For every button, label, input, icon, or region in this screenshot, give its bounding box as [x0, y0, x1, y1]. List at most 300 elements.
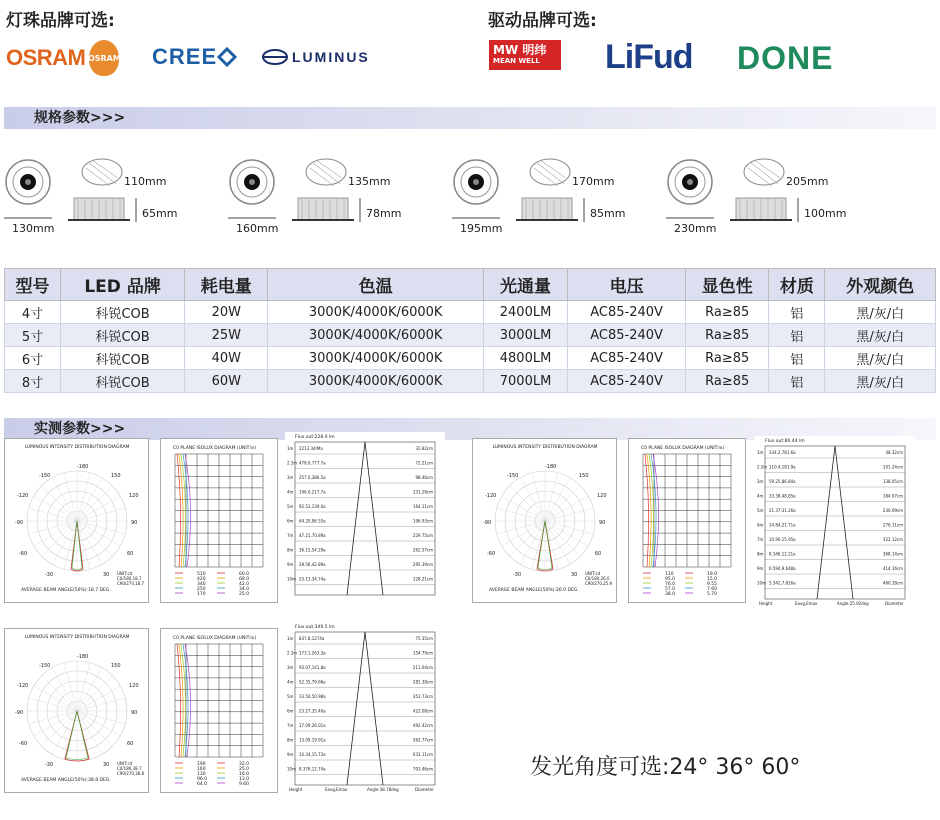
- column-header: 外观颜色: [825, 269, 936, 301]
- cone-height-label: 6m: [757, 522, 764, 528]
- cone-height-label: 2.2m: [757, 464, 768, 470]
- spec-section-title: 规格参数>>>: [4, 107, 936, 129]
- cone-illuminance-value: 23.27,35.40a: [299, 708, 326, 714]
- cone-illuminance-value: 8.346,12.21a: [769, 551, 796, 557]
- cutout-hatch: [86, 160, 118, 186]
- table-cell: Ra≥85: [686, 370, 769, 393]
- cone-diameter-value: 48.32cm: [885, 450, 903, 455]
- cone-illuminance-value: 64.20,96.55a: [299, 518, 326, 524]
- table-cell: Ra≥85: [686, 301, 769, 324]
- cone-height-label: 8m: [757, 551, 764, 557]
- column-header: 耗电量: [185, 269, 268, 301]
- isolux-legend-value: 25.0: [239, 592, 250, 597]
- table-cell: 科锐COB: [61, 370, 185, 393]
- fixture-drawing: [452, 150, 672, 250]
- polar-legend-entry: C90/270,25.9: [585, 581, 613, 586]
- cone-illuminance-value: 110.4,181.9a: [769, 464, 796, 470]
- polar-angle-label: 150: [111, 663, 121, 669]
- cone-diameter-value: 131.28cm: [412, 489, 433, 495]
- illuminance-cone: [755, 436, 915, 606]
- polar-spoke: [77, 686, 120, 711]
- table-cell: 科锐COB: [61, 347, 185, 370]
- polar-spoke: [502, 496, 545, 521]
- cone-illuminance-value: 14.84,21.71a: [769, 522, 796, 528]
- cone-height-label: 3m: [287, 665, 294, 670]
- polar-angle-label: -30: [45, 572, 54, 578]
- polar-angle-label: 60: [127, 741, 134, 747]
- polar-footer: AVERAGE BEAM ANGLE(50%):18.7 DEG.: [21, 588, 111, 593]
- polar-spoke: [520, 478, 545, 521]
- polar-angle-label: 90: [131, 710, 138, 716]
- table-cell: 6寸: [5, 347, 61, 370]
- fixture-height-label: 65mm: [142, 207, 178, 220]
- polar-legend-entry: UNIT:cd: [117, 761, 133, 766]
- cone-diameter-value: 328.21cm: [412, 576, 433, 582]
- table-body: [5, 301, 936, 393]
- column-header: 型号: [5, 269, 61, 301]
- table-cell: Ra≥85: [686, 324, 769, 347]
- fixture-drawing: [228, 150, 448, 250]
- spec-table: [4, 268, 936, 393]
- table-cell: 2400LM: [483, 301, 567, 324]
- cone-diameter-value: 460.18cm: [882, 580, 903, 586]
- cone-illuminance-value: 257.0,386.5a: [299, 475, 326, 480]
- cone-illuminance-value: 17.09,26.01a: [299, 723, 326, 728]
- polar-spoke: [42, 676, 77, 711]
- isolux-legend-value: 250: [197, 587, 206, 592]
- table-cell: 3000K/4000K/6000K: [268, 370, 484, 393]
- polar-spoke: [502, 521, 545, 546]
- isolux-legend-value: 68.0: [239, 577, 250, 582]
- polar-angle-label: 30: [103, 572, 110, 578]
- test-section-title: 实测参数>>>: [4, 418, 936, 440]
- polar-spoke: [34, 711, 77, 736]
- cone-height-label: 8m: [287, 547, 294, 553]
- polar-legend-entry: UNIT:cd: [117, 571, 133, 576]
- cone-height-label: 5m: [287, 694, 294, 699]
- cone-height-label: 6m: [287, 708, 294, 714]
- cone-diameter-value: 276.11cm: [882, 522, 903, 528]
- cone-illuminance-value: 2213.34/Ma: [299, 446, 323, 451]
- polar-spoke: [42, 521, 77, 556]
- isolux-legend-value: 64.0: [197, 782, 208, 787]
- table-cell: 科锐COB: [61, 324, 185, 347]
- cone-title: Flux out:228.0 lm: [295, 435, 335, 440]
- cone-diameter-value: 351.73cm: [412, 694, 433, 699]
- meanwell-cn: 明纬: [522, 43, 547, 57]
- fixture-cutout-label: 135mm: [348, 175, 391, 188]
- isolux-legend-value: 13.0: [239, 777, 250, 782]
- table-row: [5, 347, 936, 370]
- polar-angle-label: -30: [513, 572, 522, 578]
- fixture-width-label: 160mm: [236, 222, 279, 235]
- table-cell: 4寸: [5, 301, 61, 324]
- polar-angle-label: -90: [15, 520, 24, 526]
- polar-spoke: [34, 686, 77, 711]
- fixture-width-label: 130mm: [12, 222, 55, 235]
- cone-diameter-value: 196.93cm: [412, 518, 433, 524]
- isolux-legend-value: 25.0: [239, 767, 250, 772]
- cone-height-label: 7m: [287, 723, 294, 728]
- polar-footer: AVERAGE BEAM ANGLE(50%):26.0 DEG.: [489, 588, 579, 593]
- polar-angle-label: -120: [17, 493, 29, 499]
- polar-footer: AVERAGE BEAM ANGLE(50%):38.8 DEG.: [21, 778, 111, 783]
- column-header: LED 品牌: [61, 269, 185, 301]
- isolux-legend-value: 76.0: [665, 582, 676, 587]
- cone-illuminance-value: 478.0,777.7a: [299, 460, 326, 466]
- meanwell-logo: [489, 40, 561, 70]
- luminus-logo: [262, 48, 370, 66]
- polar-spoke: [545, 496, 588, 521]
- cone-diameter-value: 184.07cm: [882, 493, 903, 499]
- polar-diagram: [4, 628, 149, 793]
- cone-illuminance-value: 334.2,781.6a: [769, 450, 796, 455]
- isolux-legend-value: 16.0: [239, 772, 250, 777]
- fixture-drawing: [4, 150, 224, 250]
- cone-footer-label: Diameter: [885, 601, 904, 606]
- cone-diameter-value: 211.04cm: [412, 665, 433, 670]
- cone-height-label: 9m: [287, 562, 294, 567]
- cone-footer-label: Eavg,Emax: [325, 787, 348, 792]
- isolux-title: C0 PLANE ISOLUX DIAGRAM (UNIT:lx): [173, 636, 257, 641]
- polar-angle-label: 90: [599, 520, 606, 526]
- polar-angle-label: 60: [595, 551, 602, 557]
- polar-angle-label: 120: [597, 493, 607, 499]
- cone-diameter-value: 281.38cm: [412, 679, 433, 685]
- polar-angle-label: 150: [111, 473, 121, 479]
- cone-diameter-value: 72.21cm: [415, 460, 433, 466]
- table-row: [5, 370, 936, 393]
- isolux-title: C0 PLANE ISOLUX DIAGRAM (UNIT:lx): [641, 446, 725, 451]
- cone-diameter-value: 633.11cm: [412, 752, 433, 757]
- polar-spoke: [77, 478, 102, 521]
- isolux-legend-value: 95.0: [665, 577, 676, 582]
- done-logo: DONE: [737, 40, 834, 76]
- cone-diameter-value: 422.08cm: [412, 708, 433, 714]
- polar-angle-label: 30: [571, 572, 578, 578]
- cone-height-label: 1m: [757, 450, 764, 455]
- polar-angle-label: 30: [103, 762, 110, 768]
- driver-brands-label: 驱动品牌可选:: [488, 11, 597, 31]
- isolux-legend-value: 96.0: [197, 777, 208, 782]
- fixture-cutout-label: 110mm: [124, 175, 167, 188]
- polar-spoke: [77, 521, 112, 556]
- table-cell: Ra≥85: [686, 347, 769, 370]
- cone-illuminance-value: 6.594,9.648a: [769, 566, 796, 571]
- polar-angle-label: -90: [15, 710, 24, 716]
- osram-logo: [6, 40, 119, 76]
- cone-height-label: 4m: [287, 489, 294, 495]
- table-cell: AC85-240V: [568, 370, 686, 393]
- column-header: 材质: [769, 269, 825, 301]
- osram-bulb-icon: OSRAM: [89, 40, 119, 76]
- cone-diameter-value: 101.24cm: [882, 464, 903, 470]
- cone-height-label: 6m: [287, 518, 294, 524]
- polar-angle-label: -150: [39, 663, 51, 669]
- polar-angle-label: -120: [485, 493, 497, 499]
- cutout-outline: [744, 159, 784, 185]
- isolux-diagram: [160, 628, 278, 793]
- isolux-legend-value: 510: [197, 572, 206, 577]
- isolux-legend-value: 38.0: [665, 592, 676, 597]
- cone-footer-label: Angle:38.78deg: [367, 787, 399, 792]
- cone-diameter-value: 262.57cm: [412, 547, 433, 553]
- cone-height-label: 7m: [287, 533, 294, 538]
- table-cell: 黑/灰/白: [825, 301, 936, 324]
- cone-diameter-value: 164.11cm: [412, 504, 433, 509]
- cone-diameter-value: 75.35cm: [415, 636, 433, 641]
- isolux-diagram: [160, 438, 278, 603]
- isolux-legend-value: 60.0: [239, 572, 250, 577]
- table-header-row: [5, 269, 936, 301]
- isolux-legend-value: 190: [197, 762, 206, 767]
- cone-illuminance-value: 93.07,141.8a: [299, 665, 326, 670]
- polar-spoke: [52, 668, 77, 711]
- polar-legend-entry: UNIT:cd: [585, 571, 601, 576]
- cone-illuminance-value: 59.25,86.84a: [769, 479, 796, 484]
- isolux-legend-value: 420: [197, 577, 206, 582]
- fixture-front-cob: [25, 179, 31, 185]
- polar-spoke: [77, 496, 120, 521]
- table-cell: 铝: [769, 301, 825, 324]
- cone-title: Flux out:349.5 lm: [295, 625, 335, 630]
- table-cell: 铝: [769, 324, 825, 347]
- cone-illuminance-value: 146.0,217.7a: [299, 489, 326, 495]
- polar-spoke: [510, 486, 545, 521]
- isolux-legend-value: 340: [197, 582, 206, 587]
- cone-diameter-value: 154.79cm: [412, 650, 433, 656]
- meanwell-sub: MEAN WELL: [493, 57, 540, 65]
- fixture-front-cob: [473, 179, 479, 185]
- table-cell: 黑/灰/白: [825, 347, 936, 370]
- polar-spoke: [77, 668, 102, 711]
- cutout-hatch: [310, 160, 342, 186]
- cone-illuminance-value: 28.56,42.89a: [299, 562, 326, 567]
- polar-spoke: [34, 496, 77, 521]
- cone-diameter-value: 414.16cm: [882, 566, 903, 571]
- cone-title: Flux out:80.44 lm: [765, 439, 805, 444]
- table-cell: 3000K/4000K/6000K: [268, 301, 484, 324]
- polar-spoke: [77, 711, 112, 746]
- cutout-outline: [530, 159, 570, 185]
- cree-logo: [152, 44, 237, 70]
- table-cell: 铝: [769, 370, 825, 393]
- isolux-legend-value: 19.0: [707, 572, 718, 577]
- cone-diameter-value: 138.05cm: [882, 479, 903, 484]
- cone-height-label: 4m: [287, 679, 294, 685]
- table-cell: 黑/灰/白: [825, 324, 936, 347]
- cree-diamond-icon: [217, 47, 237, 67]
- cone-height-label: 2.2m: [287, 460, 298, 466]
- polar-diagram-title: LUMINOUS INTENSITY DISTRIBUTION DIAGRAM: [492, 445, 598, 450]
- fixture-drawing: [666, 150, 886, 250]
- table-cell: 铝: [769, 347, 825, 370]
- isolux-legend-value: 170: [197, 592, 206, 597]
- cone-illuminance-value: 33.38,48.85a: [769, 493, 796, 499]
- isolux-title: C0 PLANE ISOLUX DIAGRAM (UNIT:lx): [173, 446, 257, 451]
- polar-legend-entry: C0/180,38.7: [117, 766, 142, 771]
- table-cell: 3000K/4000K/6000K: [268, 324, 484, 347]
- isolux-legend-value: 7.60: [707, 587, 718, 592]
- polar-spoke: [77, 711, 120, 736]
- table-cell: 8寸: [5, 370, 61, 393]
- cone-footer-label: Eavg,Emax: [795, 601, 818, 606]
- polar-spoke: [77, 486, 112, 521]
- polar-spoke: [34, 521, 77, 546]
- cone-footer-label: Angle:25.92deg: [837, 601, 869, 606]
- polar-angle-label: -60: [19, 551, 28, 557]
- cree-wordmark: CREE: [152, 44, 218, 69]
- isolux-legend-value: 42.0: [239, 582, 250, 587]
- fixture-height-label: 100mm: [804, 207, 847, 220]
- table-cell: AC85-240V: [568, 347, 686, 370]
- table-cell: 7000LM: [483, 370, 567, 393]
- cone-footer-label: Diameter: [415, 787, 434, 792]
- isolux-diagram: [628, 438, 746, 603]
- cone-illuminance-value: 21.37,31.26a: [769, 508, 796, 513]
- cone-height-label: 10m: [287, 766, 296, 772]
- polar-diagram-title: LUMINOUS INTENSITY DISTRIBUTION DIAGRAM: [24, 445, 130, 450]
- cone-illuminance-value: 23.13,34.74a: [299, 576, 326, 582]
- column-header: 光通量: [483, 269, 567, 301]
- lifud-logo: LiFud: [605, 38, 693, 76]
- polar-diagram-title: LUMINOUS INTENSITY DISTRIBUTION DIAGRAM: [24, 635, 130, 640]
- cone-illuminance-value: 10.34,15.73a: [299, 752, 326, 757]
- cone-diameter-value: 703.46cm: [412, 766, 433, 772]
- fixture-height-label: 78mm: [366, 207, 402, 220]
- polar-spoke: [545, 486, 580, 521]
- osram-wordmark: OSRAM: [6, 45, 86, 70]
- polar-spoke: [52, 478, 77, 521]
- polar-angle-label: 120: [129, 683, 139, 689]
- polar-spoke: [42, 711, 77, 746]
- cone-diameter-value: 295.39cm: [412, 562, 433, 567]
- luminus-wordmark: LUMINUS: [292, 49, 370, 65]
- fixture-width-label: 195mm: [460, 222, 503, 235]
- polar-spoke: [77, 676, 112, 711]
- cone-height-label: 1m: [287, 446, 294, 451]
- cone-height-label: 5m: [757, 508, 764, 513]
- cone-edge: [347, 632, 383, 785]
- meanwell-mark: MW: [493, 43, 519, 57]
- cone-illuminance-value: 837.8,1274a: [299, 636, 325, 641]
- cone-illuminance-value: 10.90,15.95a: [769, 537, 796, 542]
- cone-illuminance-value: 52.35,79.66a: [299, 679, 326, 685]
- table-cell: 20W: [185, 301, 268, 324]
- polar-spoke: [52, 711, 77, 754]
- fixture-front-cob: [687, 179, 693, 185]
- cone-illuminance-value: 8.376,12.74a: [299, 766, 326, 772]
- led-brands-label: 灯珠品牌可选:: [6, 11, 115, 31]
- cone-diameter-value: 229.75cm: [412, 533, 433, 538]
- isolux-legend-value: 32.0: [239, 762, 250, 767]
- isolux-legend-value: 5.70: [707, 592, 718, 597]
- fixture-front-cob: [249, 179, 255, 185]
- cone-height-label: 10m: [757, 580, 766, 586]
- cone-diameter-value: 562.77cm: [412, 737, 433, 743]
- cone-illuminance-value: 36.15,54.29a: [299, 547, 326, 553]
- polar-angle-label: -90: [483, 520, 492, 526]
- table-cell: AC85-240V: [568, 301, 686, 324]
- cone-edge: [347, 442, 383, 595]
- polar-legend-entry: C90/270,38.8: [117, 771, 145, 776]
- table-cell: 3000K/4000K/6000K: [268, 347, 484, 370]
- cone-height-label: 9m: [287, 752, 294, 757]
- cone-diameter-value: 32.82cm: [415, 446, 433, 451]
- cone-diameter-value: 368.14cm: [882, 551, 903, 557]
- cutout-hatch: [748, 160, 780, 186]
- cutout-hatch: [534, 160, 566, 186]
- polar-diagram: [472, 438, 617, 603]
- cutout-outline: [82, 159, 122, 185]
- polar-legend-entry: C0/180,26.0: [585, 576, 610, 581]
- cone-illuminance-value: 5.342,7.816a: [769, 580, 796, 586]
- cone-footer-label: Height: [289, 787, 303, 792]
- polar-angle-label: -60: [19, 741, 28, 747]
- polar-spoke: [545, 521, 588, 546]
- polar-angle-label: -30: [45, 762, 54, 768]
- cone-height-label: 9m: [757, 566, 764, 571]
- polar-spoke: [77, 521, 120, 546]
- isolux-legend-value: 160: [197, 767, 206, 772]
- table-cell: 40W: [185, 347, 268, 370]
- fixture-height-label: 85mm: [590, 207, 626, 220]
- polar-diagram: [4, 438, 149, 603]
- polar-angle-label: 120: [129, 493, 139, 499]
- polar-legend-entry: C90/270,18.7: [117, 581, 145, 586]
- cone-footer-label: Height: [759, 601, 773, 606]
- cone-height-label: 3m: [287, 475, 294, 480]
- fixture-width-label: 230mm: [674, 222, 717, 235]
- illuminance-cone: [285, 622, 445, 792]
- polar-angle-label: -60: [487, 551, 496, 557]
- isolux-legend-value: 9.55: [707, 582, 718, 587]
- polar-spoke: [42, 486, 77, 521]
- polar-angle-label: -120: [17, 683, 29, 689]
- table-cell: 黑/灰/白: [825, 370, 936, 393]
- table-row: [5, 324, 936, 347]
- isolux-legend-value: 130: [197, 772, 206, 777]
- polar-angle-label: 60: [127, 551, 134, 557]
- cone-height-label: 3m: [757, 479, 764, 484]
- cone-height-label: 2.2m: [287, 650, 298, 656]
- cone-height-label: 7m: [757, 537, 764, 542]
- table-row: [5, 301, 936, 324]
- isolux-legend-value: 15.0: [707, 577, 718, 582]
- polar-angle-label: -180: [77, 654, 89, 660]
- cone-illuminance-value: 33.50,50.98a: [299, 694, 326, 699]
- cone-height-label: 8m: [287, 737, 294, 743]
- polar-legend-entry: C0/180,18.7: [117, 576, 142, 581]
- cone-illuminance-value: 13.09,19.91a: [299, 737, 326, 743]
- polar-angle-label: 150: [579, 473, 589, 479]
- cone-illuminance-value: 47.21,70.89a: [299, 533, 326, 538]
- table-cell: 25W: [185, 324, 268, 347]
- polar-angle-label: 90: [131, 520, 138, 526]
- table-cell: 4800LM: [483, 347, 567, 370]
- cone-edge: [817, 446, 853, 599]
- cone-illuminance-value: 173.1,263.3a: [299, 650, 326, 656]
- table-cell: 科锐COB: [61, 301, 185, 324]
- fixture-cutout-label: 170mm: [572, 175, 615, 188]
- fixture-cutout-label: 205mm: [786, 175, 829, 188]
- polar-spoke: [77, 711, 102, 754]
- table-cell: 60W: [185, 370, 268, 393]
- polar-angle-label: -180: [545, 464, 557, 470]
- cone-diameter-value: 98.46cm: [415, 475, 433, 480]
- table-cell: AC85-240V: [568, 324, 686, 347]
- isolux-legend-value: 34.0: [239, 587, 250, 592]
